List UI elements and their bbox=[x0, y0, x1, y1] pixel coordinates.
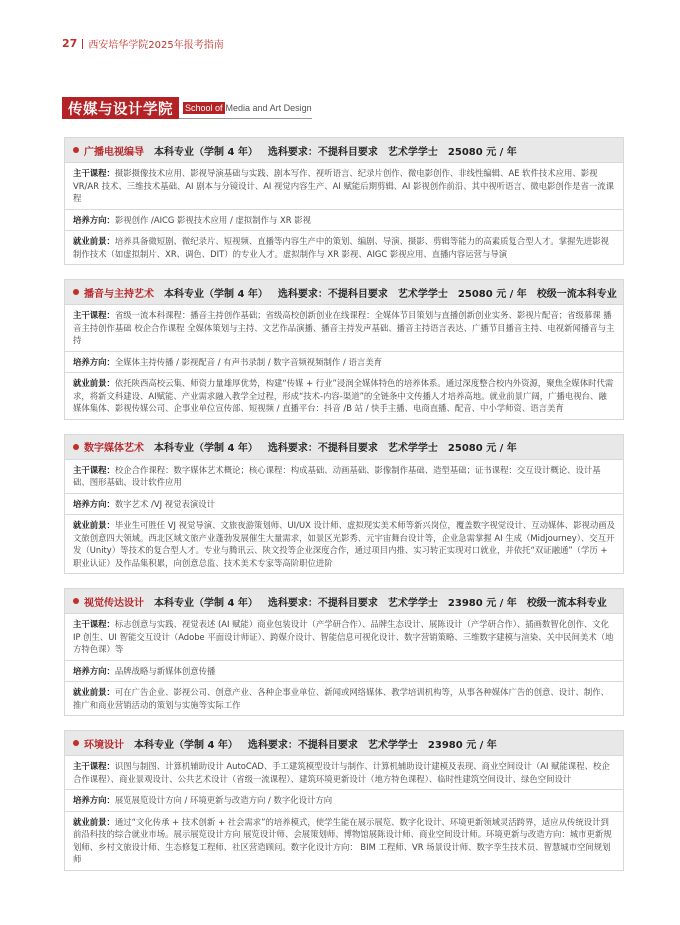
major-honor: 校级一流本科专业 bbox=[526, 597, 607, 609]
major-name: 环境设计 bbox=[84, 739, 124, 751]
jobs-row bbox=[65, 230, 623, 264]
major-subject-req: 选科要求：不提科目要求 bbox=[247, 739, 358, 751]
bullet-dot-icon bbox=[73, 289, 79, 295]
courses-row bbox=[65, 459, 623, 493]
jobs-label: 就业前景： bbox=[73, 687, 115, 697]
bullet-dot-icon bbox=[73, 147, 79, 153]
major-duration: 本科专业（学制 4 年） bbox=[154, 597, 258, 609]
directions-row bbox=[65, 351, 623, 373]
courses-text: 校企合作课程：数字媒体艺术概论；核心课程：构成基础、动画基础、影像制作基础、造型基础；证书课程：交互设计概论、设计基础、图形基础、设计软件应用 bbox=[73, 464, 601, 487]
directions-label: 培养方向： bbox=[73, 498, 115, 509]
directions-label: 培养方向： bbox=[73, 795, 115, 805]
major-subject-req: 选科要求：不提科目要求 bbox=[267, 443, 378, 454]
jobs-label: 就业前景： bbox=[73, 378, 115, 388]
courses-text: 摄影摄像技术应用、影视导演基础与实践、剧本写作、视听语言、纪录片创作、微电影创作、非线性编辑、AE 软件技术应用、影视 VR/AR 技术、三维技术基础、AI 剧本与分镜设计、AI 视觉内容生产、AI 赋能后期剪辑、AI 影视创作前沿、其中视听语言、微电影创作是省一流课程 bbox=[73, 168, 615, 203]
major-degree: 艺术学学士 bbox=[367, 739, 418, 751]
bullet-dot-icon bbox=[73, 740, 79, 746]
major-duration: 本科专业（学制 4 年） bbox=[134, 739, 238, 751]
major-degree: 艺术学学士 bbox=[387, 443, 438, 454]
jobs-text: 可在广告企业、影视公司、创意产业、各种企事业单位、新闻或网络媒体、教学培训机构等，从事各种媒体广告的创意、设计、制作、推广和商业营销活动的策划与实施等实际工作 bbox=[73, 687, 609, 710]
jobs-row bbox=[65, 372, 623, 419]
major-title-bar bbox=[65, 435, 623, 459]
header-divider bbox=[82, 39, 83, 49]
bullet-dot-icon bbox=[73, 598, 79, 604]
major-tuition: 25080 元 / 年 bbox=[457, 288, 527, 300]
major-degree: 艺术学学士 bbox=[387, 597, 438, 609]
major-card bbox=[64, 137, 624, 265]
jobs-row bbox=[65, 681, 623, 715]
courses-row bbox=[65, 755, 623, 789]
major-duration: 本科专业（学制 4 年） bbox=[154, 443, 258, 454]
section-title: 传媒与设计学院 bbox=[62, 97, 179, 119]
major-tuition: 23980 元 / 年 bbox=[427, 739, 497, 751]
major-subject-req: 选科要求：不提科目要求 bbox=[267, 146, 378, 158]
directions-label: 培养方向： bbox=[73, 356, 115, 367]
major-degree: 艺术学学士 bbox=[387, 146, 438, 158]
courses-row bbox=[65, 613, 623, 660]
major-tuition: 25080 元 / 年 bbox=[447, 443, 517, 454]
directions-row bbox=[65, 789, 623, 811]
majors-list bbox=[64, 137, 624, 885]
jobs-row bbox=[65, 514, 623, 573]
courses-text: 识图与制图、计算机辅助设计 AutoCAD、手工建筑模型设计与制作、计算机辅助设计建模及表现、商业空间设计（AI 赋能课程、校企合作课程）、商业景观设计、公共艺术设计（省级一流课程）、建筑环境更新设计（地方特色课程）、临时性建筑空间设计、绿色空间设计 bbox=[73, 761, 610, 784]
major-subject-req: 选科要求：不提科目要求 bbox=[277, 288, 388, 300]
jobs-text: 毕业生可胜任 VJ 视觉导演、文旅夜游策划师、UI/UX 设计师、虚拟现实美术师等新兴岗位，覆盖数字视觉设计、互动媒体、影视动画及文旅创意四大领域。西北区域文旅产业蓬勃发展催生大量需求，如景区光影秀、元宇宙舞台设计等，企业急需掌握 AI 生成（Midjourney）、交互开发（Unity）等技术的复合型人才。专业与腾讯云、陕文投等企业深度合作，通过项目内推、实习转正实现对口就业，并依托“双证融通”（学历 + 职业认证）及作品集积累，向创意总监、技术美术专家等高阶职位进阶 bbox=[73, 520, 615, 568]
section-banner bbox=[62, 97, 312, 119]
major-degree: 艺术学学士 bbox=[397, 288, 448, 300]
page-header bbox=[62, 36, 224, 51]
courses-label: 主干课程： bbox=[73, 761, 115, 771]
jobs-text: 培养具备微短剧、微纪录片、短视频、直播等内容生产中的策划、编剧、导演、摄影、剪辑等能力的高素质复合型人才。掌握先进影视制作技术（如虚拟制片、XR、调色、DIT）的专业人才。虚拟制作与 XR 影视、AIGC 影视应用、直播内容运营与导演 bbox=[73, 236, 609, 259]
directions-label: 培养方向： bbox=[73, 214, 115, 225]
courses-row bbox=[65, 162, 623, 209]
major-card bbox=[64, 279, 624, 420]
jobs-label: 就业前景： bbox=[73, 520, 115, 530]
major-name: 广播电视编导 bbox=[84, 146, 144, 158]
directions-row bbox=[65, 209, 623, 231]
jobs-text: 通过“文化传承 + 技术创新 + 社会需求”的培养模式，使学生能在展示展览、数字化设计、环境更新领域灵活跨界，适应从传统设计到前沿科技的综合就业市场。展示展览设计方向 展览设计师、会展策划师、博物馆展陈设计师、商业空间设计师。环境更新与改造方向：城市更新规划师、乡村文旅设计师、生态修复工程师、社区营造顾问。数字化设计方向： BIM 工程师、VR 场景设计师、数字孪生技术员、智慧城市空间规划师 bbox=[73, 816, 612, 864]
major-title-bar bbox=[65, 589, 623, 613]
major-title-bar bbox=[65, 138, 623, 162]
directions-label: 培养方向： bbox=[73, 665, 115, 676]
courses-label: 主干课程： bbox=[73, 168, 115, 178]
directions-row bbox=[65, 493, 623, 515]
major-card bbox=[64, 730, 624, 871]
major-duration: 本科专业（学制 4 年） bbox=[154, 146, 258, 158]
jobs-row bbox=[65, 811, 623, 870]
major-tuition: 25080 元 / 年 bbox=[447, 146, 517, 158]
section-title-en-highlight: School of bbox=[185, 102, 223, 113]
major-card bbox=[64, 588, 624, 716]
courses-text: 标志创意与实践、视觉表述 (AI 赋能）商业包装设计（产学研合作）、品牌生态设计、展陈设计（产学研合作）、插画数智化创作、文化 IP 创生、UI 智能交互设计（Adobe 平面设计师证）、跨媒介设计、智能信息可视化设计、数字营销策略、三维数字建模与渲染、关中民间美术（地方特色课）等 bbox=[73, 619, 614, 654]
courses-text: 省级一流本科课程：播音主持创作基础；省级高校创新创业在线课程：全媒体节目策划与直播创新创业实务、影视片配音；省级慕课 播音主持创作基础 校企合作课程 全媒体策划与主持、文艺作品演播、播音主持发声基础、播音主持语言表达、广播节目播音主持、电视新闻播音与主持 bbox=[73, 310, 615, 345]
jobs-label: 就业前景： bbox=[73, 236, 115, 246]
major-name: 播音与主持艺术 bbox=[84, 288, 154, 300]
directions-text: 数字艺术 /VJ 视觉表演设计 bbox=[114, 498, 215, 509]
page-number: 27 bbox=[62, 37, 78, 50]
major-name: 数字媒体艺术 bbox=[84, 443, 144, 454]
courses-row bbox=[65, 304, 623, 351]
major-tuition: 23980 元 / 年 bbox=[447, 597, 517, 609]
directions-text: 全媒体主持传播 / 影视配音 / 有声书录制 / 数字音频视频制作 / 语言美育 bbox=[114, 356, 382, 367]
major-title-bar bbox=[65, 731, 623, 755]
directions-text: 品牌战略与新媒体创意传播 bbox=[114, 665, 216, 676]
bullet-dot-icon bbox=[73, 444, 79, 450]
major-subject-req: 选科要求：不提科目要求 bbox=[267, 597, 378, 609]
jobs-text: 依托陕西高校云集、师资力量雄厚优势，构建“传媒 + 行业”浸润全媒体特色的培养体系。通过深度整合校内外资源，聚焦全媒体时代需求，将新文科建设、AI赋能、产业需求融入教学全过程，形成“技术-内容-渠道”的全链条中文传播人才培养高地。就业前景广阔，广播电视台、融媒体集体、影视传媒公司、企事业单位宣传部、短视频 / 直播平台：抖音 /B 站 / 快手主播、电商直播、配音、中小学师资、语言美育 bbox=[73, 378, 614, 413]
courses-label: 主干课程： bbox=[73, 464, 115, 475]
section-title-en-rest: Media and Art Design bbox=[225, 102, 312, 113]
major-honor: 校级一流本科专业 bbox=[536, 288, 617, 300]
directions-text: 影视创作 /AICG 影视技术应用 / 虚拟制作与 XR 影视 bbox=[114, 214, 311, 225]
courses-label: 主干课程： bbox=[73, 310, 115, 320]
directions-text: 展览展览设计方向 / 环境更新与改造方向 / 数字化设计方向 bbox=[114, 795, 333, 805]
major-name: 视觉传达设计 bbox=[84, 597, 144, 609]
header-title: 西安培华学院2025年报考指南 bbox=[88, 40, 224, 51]
directions-row bbox=[65, 660, 623, 682]
major-duration: 本科专业（学制 4 年） bbox=[164, 288, 268, 300]
courses-label: 主干课程： bbox=[73, 619, 115, 629]
major-title-bar bbox=[65, 280, 623, 304]
section-title-en bbox=[179, 97, 312, 119]
major-card bbox=[64, 434, 624, 575]
jobs-label: 就业前景： bbox=[73, 816, 115, 827]
